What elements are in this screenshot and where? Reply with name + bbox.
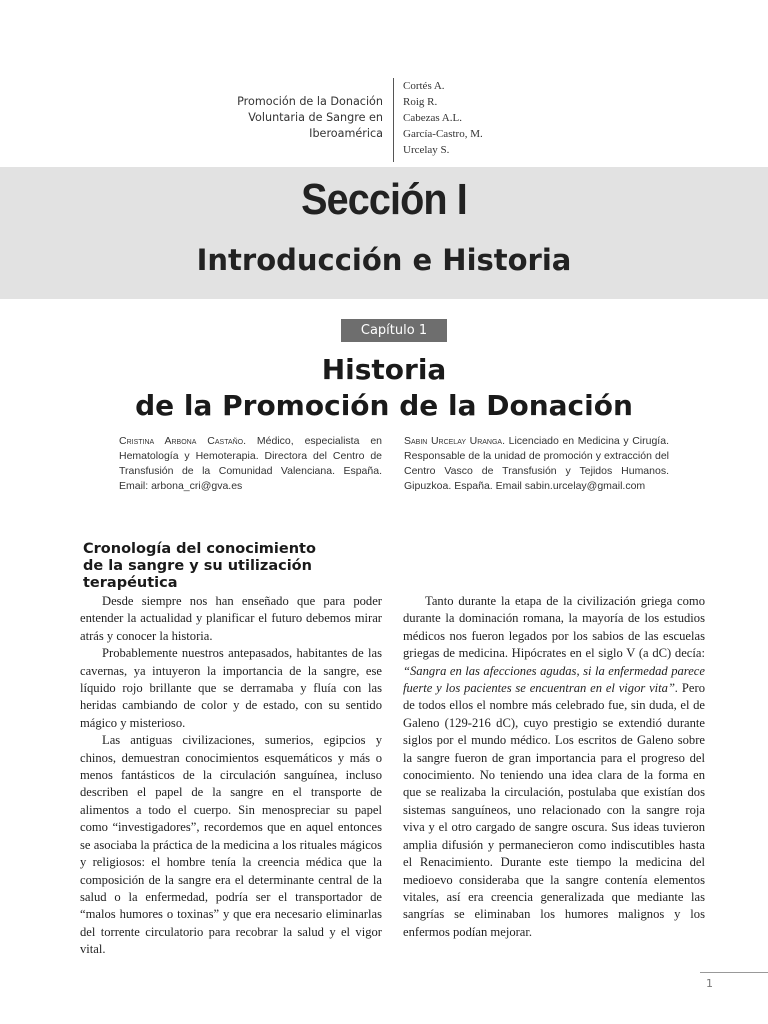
- book-title-line: Promoción de la Donación: [237, 95, 383, 108]
- chapter-title: [0, 352, 768, 424]
- chapter-title-line: de la Promoción de la Donación: [135, 389, 633, 422]
- section-subtitle: Introducción e Historia: [196, 243, 572, 277]
- running-header: [0, 78, 768, 162]
- section-heading: [83, 541, 403, 592]
- paragraph: [403, 593, 705, 941]
- author-name: Sabin Urcelay Uranga.: [404, 435, 506, 447]
- footer-rule: [700, 972, 768, 973]
- section-title: Sección I: [301, 175, 467, 224]
- paragraph: Desde siempre nos han enseñado que para poder entender la actualidad y planificar el futuro debemos mirar atrás y conocer la historia.: [80, 594, 382, 643]
- body-column-right: [403, 593, 705, 941]
- section-banner: [0, 167, 768, 299]
- author-description: Médico, especialista en Hematología y Hemoterapia. Directora del Centro de Transfusión de la Comunidad Valenciana. España. Email: arbona_cri@gva.es: [119, 435, 382, 492]
- book-title: [237, 94, 383, 142]
- section-heading-line: Cronología del conocimiento: [83, 541, 316, 557]
- book-author: García-Castro, M.: [403, 128, 483, 140]
- book-author: Cortés A.: [403, 80, 445, 92]
- author-bio-right: [404, 434, 669, 494]
- author-bio-left: [119, 434, 382, 494]
- chapter-label: Capítulo 1: [341, 319, 447, 342]
- book-authors: [403, 78, 483, 158]
- page-number: 1: [706, 977, 713, 990]
- paragraph-text: Tanto durante la etapa de la civilización griega como durante la dominación romana, la mayoría de los estudios médicos nos fueron legados por los sabios de las escuelas griegas de medicina. Hipócrates en el siglo V (a dC) decía:: [403, 594, 705, 661]
- book-title-line: Voluntaria de Sangre en: [248, 111, 383, 124]
- chapter-title-line: Historia: [321, 353, 447, 386]
- book-title-line: Iberoamérica: [309, 127, 383, 140]
- header-divider: [393, 78, 394, 162]
- quote-hippocrates: “Sangra en las afecciones agudas, si la enfermedad parece fuerte y los pacientes se encuentran en el vigor vita”.: [403, 663, 705, 696]
- author-name: Cristina Arbona Castaño.: [119, 435, 247, 447]
- paragraph-text: Pero de todos ellos el nombre más celebrado fue, sin duda, el de Galeno (129-216 dC), cuyo prestigio se extendió durante siglos por el mundo médico. Los escritos de Galeno sobre la sangre fueron de gran importancia para el progreso del conocimiento. No teniendo una idea clara de la forma en que se realizaba la circulación, postulaba que existían dos sistemas sanguíneos, uno relacionado con la sangre roja viva y el otro cargado de sangre oscura. Sus ideas tuvieron amplia difusión y permanecieron como indiscutibles hasta el Renacimiento. Durante este tiempo la medicina del medioevo consideraba que la sangre contenía elementos vitales, así era creencia generalizada que mediante las sangrías se eliminaban los humores malignos y los enfermos podían mejorar.: [403, 681, 706, 939]
- book-author: Urcelay S.: [403, 144, 450, 156]
- book-author: Cabezas A.L.: [403, 112, 462, 124]
- paragraph: Probablemente nuestros antepasados, habitantes de las cavernas, ya intuyeron la importancia de la sangre, ese líquido rojo brillante que se derramaba y fluía con las heridas cambiando de color y de estado, con su sentido mágico y misterioso.: [80, 646, 382, 730]
- section-heading-line: de la sangre y su utilización terapéutica: [83, 558, 312, 591]
- paragraph: Las antiguas civilizaciones, sumerios, egipcios y chinos, demuestran conocimientos esquemáticos y más o menos fantásticos de la circulación sanguínea, incluso describen el papel de la sangre en el transporte de alimentos a todo el cuerpo. Sin menospreciar su papel como “investigadores”, recordemos que en aquel entonces se asociaba la práctica de la medicina a los rituales mágicos y religiosos: el hombre tenía la creencia médica que la composición de la sangre era el determinante central de la salud o la enfermedad, podría ser el transportador de “malos humores o toxinas” y que era necesario eliminarlas del torrente circulatorio para recobrar la salud y el vigor vital.: [80, 733, 382, 957]
- body-column-left: [80, 593, 382, 959]
- author-description: Licenciado en Medicina y Cirugía. Responsable de la unidad de promoción y extracción del Centro Vasco de Transfusión y Tejidos Humanos. Gipuzkoa. España. Email sabin.urcelay@gmail.com: [404, 435, 669, 492]
- book-author: Roig R.: [403, 96, 438, 108]
